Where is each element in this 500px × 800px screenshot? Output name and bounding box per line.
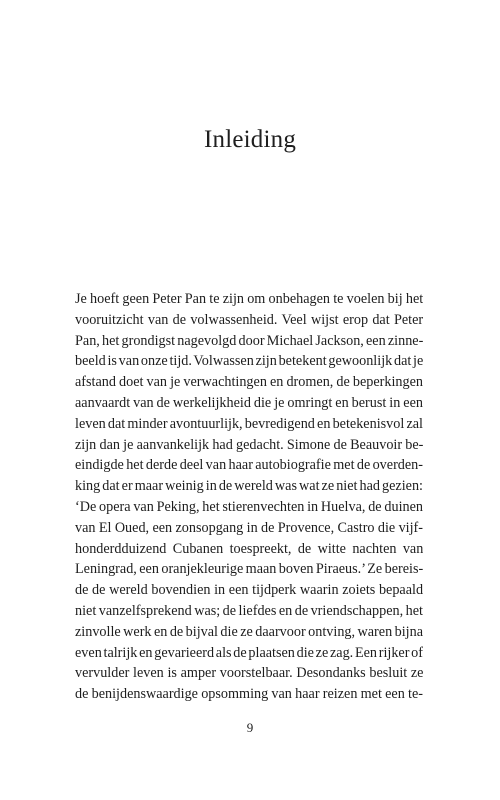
text-line: niet vanzelfsprekend was; de liefdes en de vriendschappen, het	[75, 602, 423, 619]
text-line: leven dat minder avontuurlijk, bevredigend en betekenisvol zal	[75, 415, 423, 432]
text-line: van El Oued, een zonsopgang in de Provence, Castro die vijf-	[75, 519, 423, 536]
text-line: ‘De opera van Peking, het stierenvechten in Huelva, de duinen	[75, 498, 423, 515]
text-line: Je hoeft geen Peter Pan te zijn om onbehagen te voelen bij het	[75, 291, 423, 307]
text-line: afstand doet van je verwachtingen en dromen, de beperkingen	[75, 374, 423, 391]
text-line: honderdduizend Cubanen toespreekt, de witte nachten van	[75, 540, 423, 557]
page-number: 9	[246, 720, 254, 735]
text-line: zinvolle werk en de bijval die ze daarvoor ontving, waren bijna	[75, 623, 423, 640]
text-line: zijn dan je aanvankelijk had gedacht. Simone de Beauvoir be-	[75, 436, 423, 453]
chapter-title: Inleiding	[203, 126, 297, 153]
text-line: vooruitzicht van de volwassenheid. Veel wijst erop dat Peter	[75, 311, 423, 328]
text-line: king dat er maar weinig in de wereld was wat ze niet had gezien:	[75, 478, 423, 495]
text-line: de de wereld bovendien in een tijdperk waarin zoiets bepaald	[75, 582, 423, 599]
text-line: Leningrad, een oranjekleurige maan boven Piraeus.’ Ze bereis-	[75, 561, 423, 578]
text-line: beeld is van onze tijd. Volwassen zijn betekent gewoonlijk dat je	[75, 353, 423, 370]
text-line: even talrijk en gevarieerd als de plaatsen die ze zag. Een rijker of	[75, 644, 423, 661]
text-line: vervulder leven is amper voorstelbaar. Desondanks besluit ze	[75, 665, 423, 682]
text-line: de benijdenswaardige opsomming van haar reizen met een te-	[75, 686, 423, 703]
body-paragraph	[75, 289, 423, 705]
text-line: eindigde het derde deel van haar autobiografie met de overden-	[75, 457, 423, 474]
text-line: Pan, het grondigst nagevolgd door Michael Jackson, een zinne-	[75, 332, 423, 349]
text-line: aanvaardt van de werkelijkheid die je omringt en berust in een	[75, 394, 423, 411]
